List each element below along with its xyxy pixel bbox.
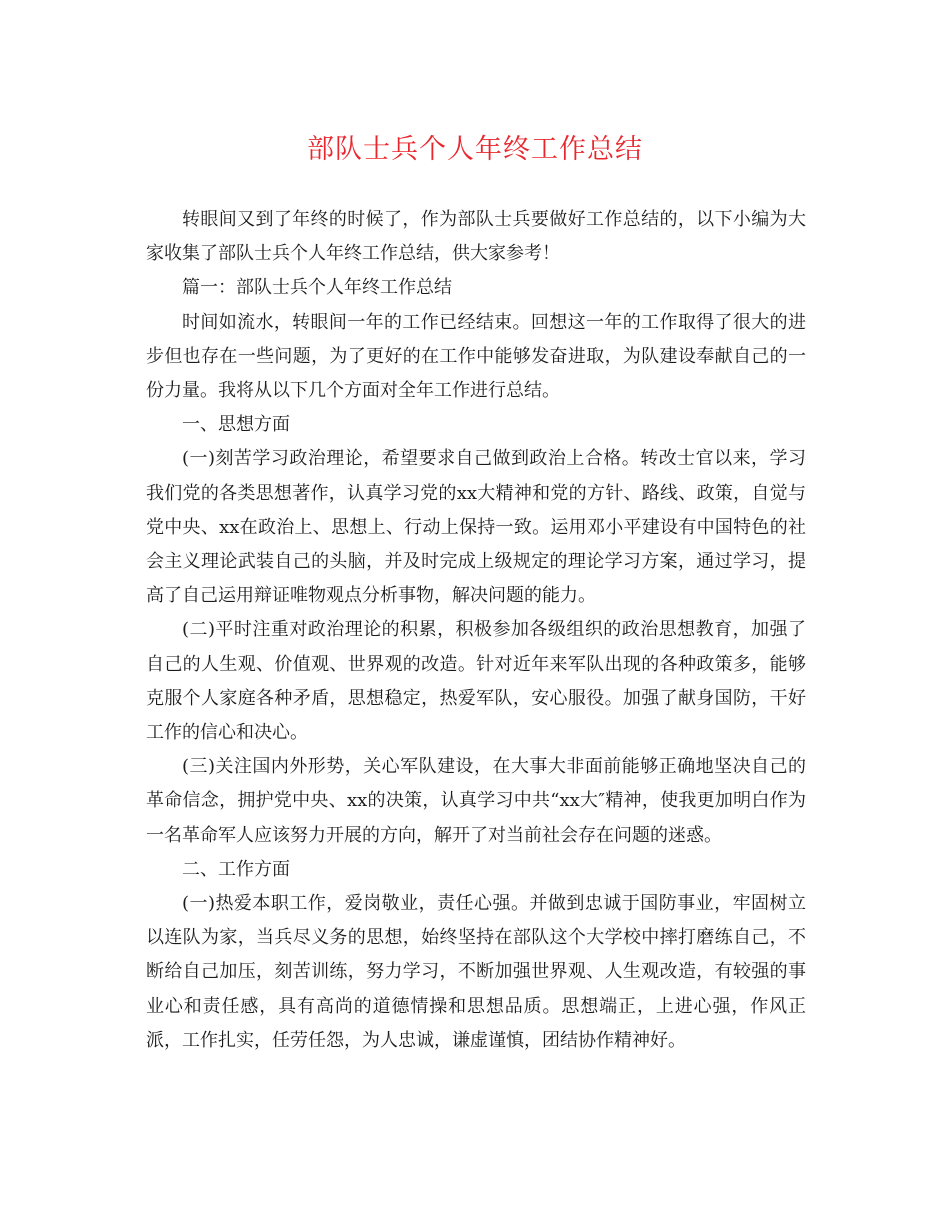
paragraph-opening: 时间如流水，转眼间一年的工作已经结束。回想这一年的工作取得了很大的进步但也存在一些问题，为了更好的在工作中能够发奋进取，为队建设奉献自己的一份力量。我将从以下几个方面对全年工作进行总结。 (146, 311, 806, 402)
section-heading-ideology: 一、思想方面 (182, 414, 290, 436)
paragraph-ideology-2: (二)平时注重对政治理论的积累，积极参加各级组织的政治思想教育，加强了自己的人生观、价值观、世界观的改造。针对近年来军队出现的各种政策多，能够克服个人家庭各种矛盾，思想稳定，热爱军队，安心服役。加强了献身国防，干好工作的信心和决心。 (146, 619, 806, 744)
document-body (146, 203, 806, 1058)
paragraph-chapter-heading: 篇一：部队士兵个人年终工作总结 (182, 277, 452, 299)
document-title: 部队士兵个人年终工作总结 (307, 134, 643, 165)
paragraph-intro: 转眼间又到了年终的时候了，作为部队士兵要做好工作总结的，以下小编为大家收集了部队士兵个人年终工作总结，供大家参考！ (146, 209, 806, 265)
section-heading-work: 二、工作方面 (182, 858, 290, 880)
paragraph-ideology-1: (一)刻苦学习政治理论，希望要求自己做到政治上合格。转改士官以来，学习我们党的各类思想著作，认真学习党的xx大精神和党的方针、路线、政策，自觉与党中央、xx在政治上、思想上、行动上保持一致。运用邓小平建设有中国特色的社会主义理论武装自己的头脑，并及时完成上级规定的理论学习方案，通过学习，提高了自己运用辩证唯物观点分析事物，解决问题的能力。 (146, 448, 806, 607)
paragraph-ideology-3: (三)关注国内外形势，关心军队建设，在大事大非面前能够正确地坚决自己的革命信念，拥护党中央、xx的决策，认真学习中共“xx大″精神，使我更加明白作为一名革命军人应该努力开展的方向，解开了对当前社会存在问题的迷惑。 (146, 756, 806, 846)
paragraph-work-1: (一)热爱本职工作，爱岗敬业，责任心强。并做到忠诚于国防事业，牢固树立以连队为家，当兵尽义务的思想，始终坚持在部队这个大学校中摔打磨练自己，不断给自己加压，刻苦训练，努力学习，不断加强世界观、人生观改造，有较强的事业心和责任感，具有高尚的道德情操和思想品质。思想端正，上进心强，作风正派，工作扎实，任劳任怨，为人忠诚，谦虚谨慎，团结协作精神好。 (146, 893, 806, 1051)
